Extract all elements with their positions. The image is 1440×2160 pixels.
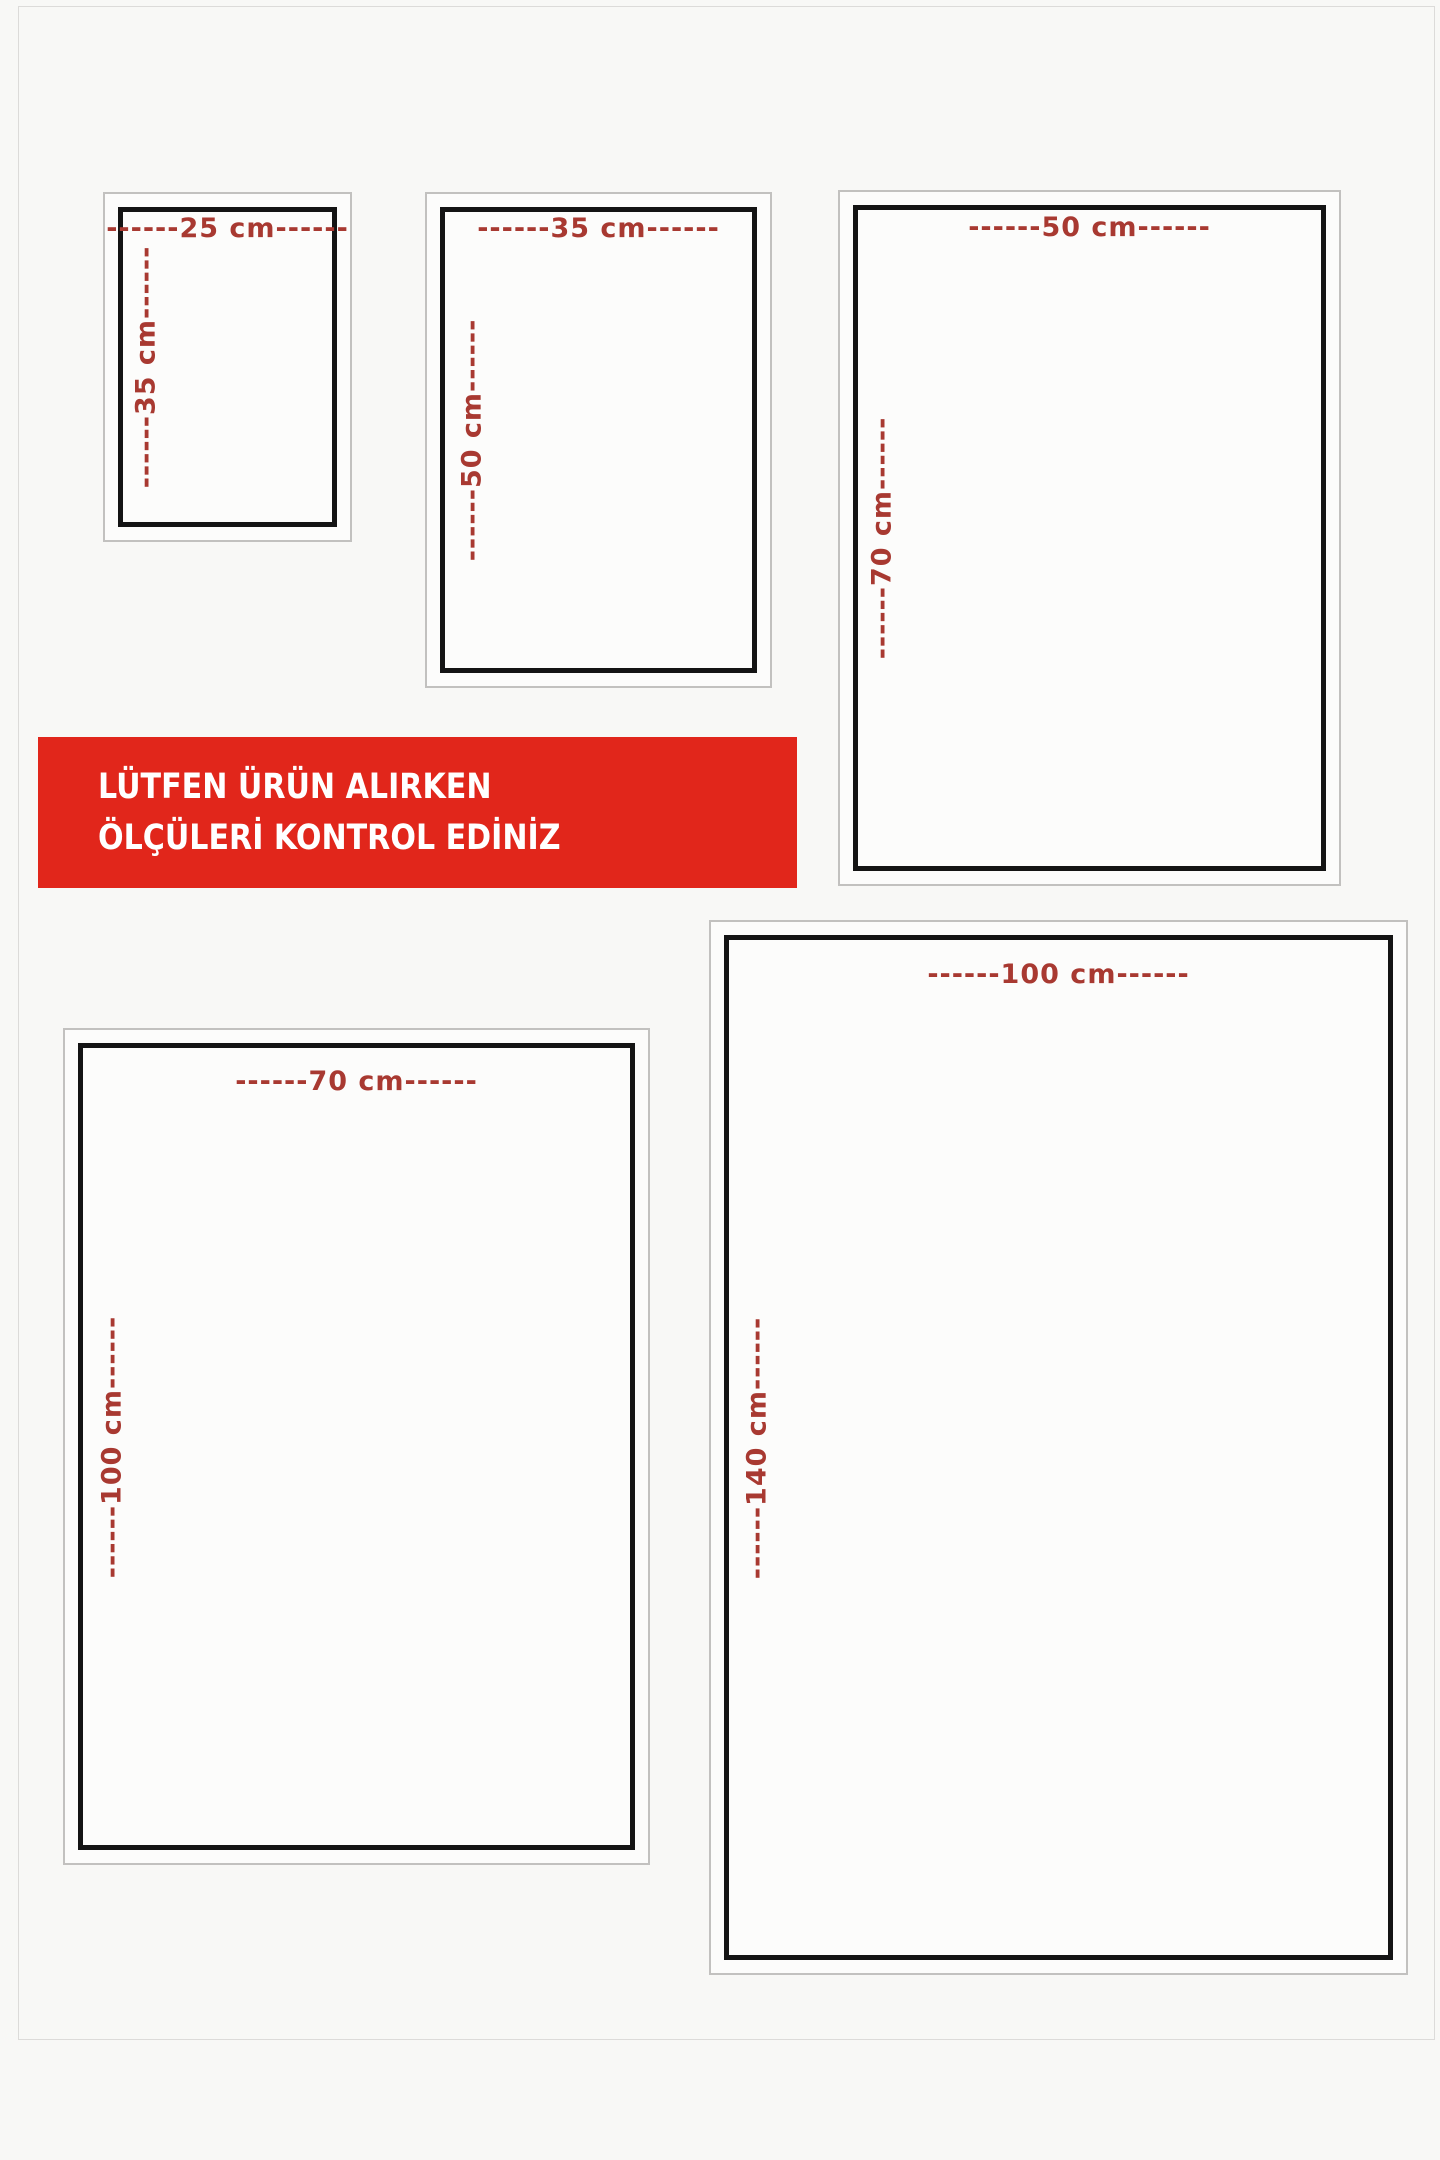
width-dimension-label: ------50 cm------ [968, 212, 1211, 243]
height-dimension-label: ------35 cm------ [130, 245, 162, 489]
height-dimension-label: ------140 cm------ [741, 1316, 773, 1579]
inner-border [440, 207, 757, 673]
inner-border [853, 205, 1326, 871]
size-box-70x100 [63, 1028, 650, 1865]
height-dimension-label: ------100 cm------ [96, 1315, 128, 1578]
size-box-50x70 [838, 190, 1341, 886]
notice-banner [38, 737, 797, 888]
width-dimension-label: ------25 cm------ [106, 213, 349, 244]
height-dimension-label: ------70 cm------ [866, 416, 898, 660]
height-dimension-label: ------50 cm------ [456, 318, 488, 562]
size-box-100x140 [709, 920, 1408, 1975]
inner-border [724, 935, 1393, 1960]
width-dimension-label: ------70 cm------ [235, 1066, 478, 1097]
inner-border [78, 1043, 635, 1850]
size-box-25x35 [103, 192, 352, 542]
width-dimension-label: ------100 cm------ [927, 959, 1190, 990]
notice-line-1: LÜTFEN ÜRÜN ALIRKEN [98, 767, 492, 807]
notice-line-2: ÖLÇÜLERİ KONTROL EDİNİZ [98, 818, 561, 858]
size-box-35x50 [425, 192, 772, 688]
width-dimension-label: ------35 cm------ [477, 213, 720, 244]
